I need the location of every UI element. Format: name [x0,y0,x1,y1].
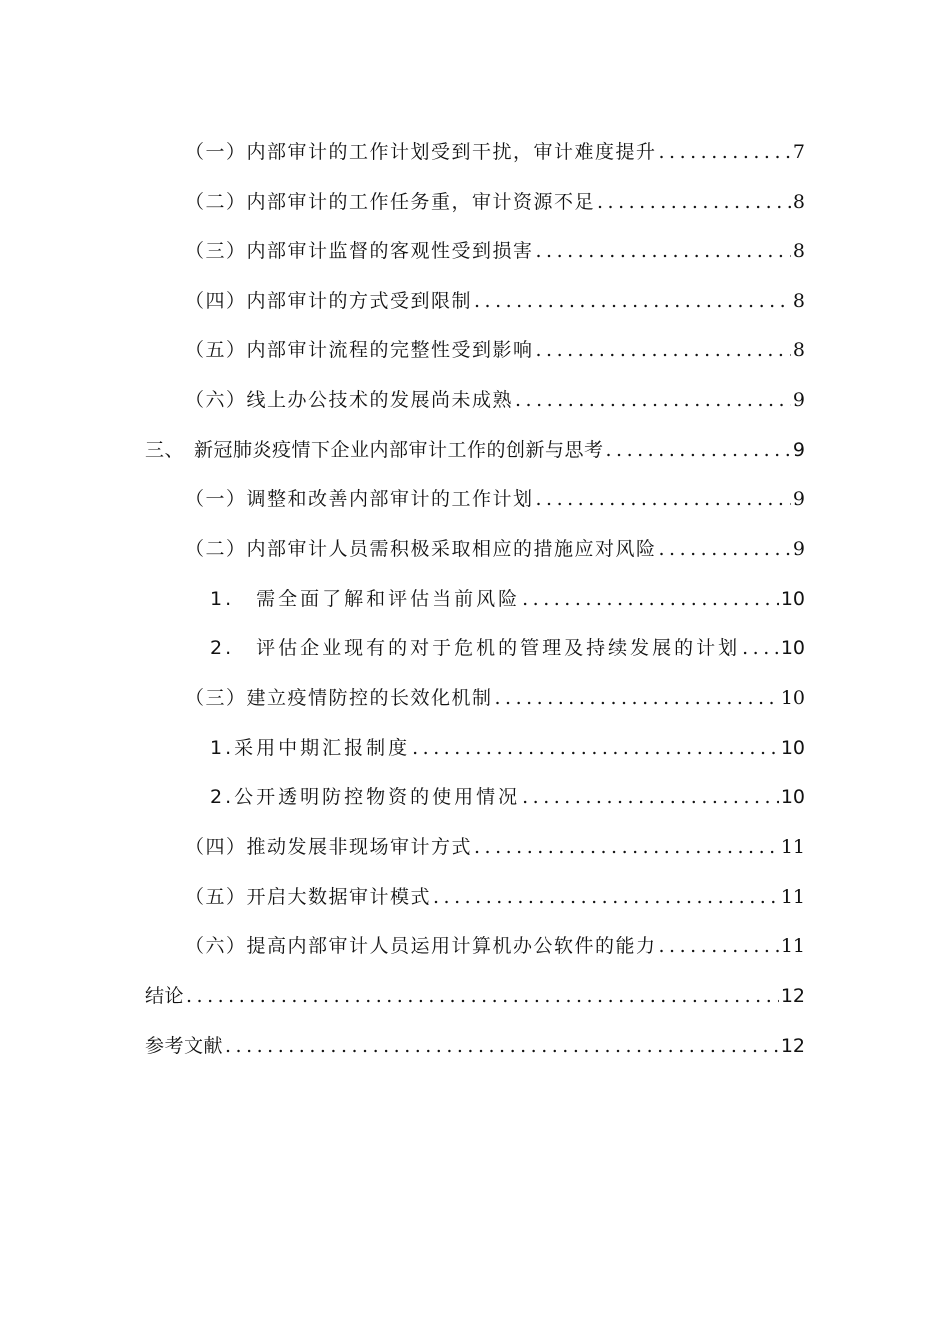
toc-entry-label: 1.采用中期汇报制度 [210,737,411,759]
toc-entry-label: 2.公开透明防控物资的使用情况 [210,786,521,808]
toc-entry-page: 8 [792,339,805,361]
toc-entry[interactable] [185,385,805,415]
toc-entry-label: （四）内部审计的方式受到限制 [185,290,473,312]
toc-entry-label: （五）开启大数据审计模式 [185,886,432,908]
toc-entry[interactable] [185,683,805,713]
toc-entry[interactable] [185,832,805,862]
toc-entry-page: 8 [792,290,805,312]
toc-entry[interactable] [185,236,805,266]
toc-entry-page: 11 [780,935,805,957]
dot-leader [522,584,779,614]
toc-entry-page: 9 [792,488,805,510]
toc-entry-label: （一）内部审计的工作计划受到干扰，审计难度提升 [185,141,657,163]
dot-leader [474,832,779,862]
dot-leader [433,882,779,912]
toc-entry-page: 9 [792,538,805,560]
dot-leader [515,385,791,415]
toc-entry[interactable] [185,335,805,365]
toc-entry-page: 10 [780,588,805,610]
dot-leader [606,435,791,465]
toc-item-entry[interactable] [210,733,805,763]
toc-entry-page: 10 [780,786,805,808]
dot-leader [186,981,779,1011]
toc-entry-page: 11 [780,886,805,908]
toc-entry-page: 10 [780,637,805,659]
toc-chapter-entry[interactable] [145,981,805,1011]
toc-entry[interactable] [185,931,805,961]
dot-leader [659,931,779,961]
dot-leader [412,733,779,763]
toc-entry-page: 7 [792,141,805,163]
toc-entry-label: 三、 新冠肺炎疫情下企业内部审计工作的创新与思考 [145,439,604,461]
toc-entry-page: 9 [792,439,805,461]
dot-leader [522,782,779,812]
toc-entry-label: （六）线上办公技术的发展尚未成熟 [185,389,514,411]
toc-entry-page: 8 [792,240,805,262]
toc-item-entry[interactable] [210,633,805,663]
dot-leader [659,534,791,564]
dot-leader [597,187,791,217]
toc-entry-label: 结论 [145,985,185,1007]
toc-entry-label: 1. 需全面了解和评估当前风险 [210,588,521,610]
toc-entry[interactable] [185,187,805,217]
toc-entry-page: 11 [780,836,805,858]
dot-leader [536,484,791,514]
dot-leader [536,335,791,365]
toc-entry[interactable] [185,534,805,564]
toc-entry-label: （三）内部审计监督的客观性受到损害 [185,240,534,262]
dot-leader [659,137,791,167]
toc-entry[interactable] [185,137,805,167]
dot-leader [536,236,791,266]
toc-entry[interactable] [185,882,805,912]
dot-leader [742,633,779,663]
dot-leader [495,683,779,713]
toc-chapter-entry[interactable] [145,435,805,465]
toc-entry-label: （四）推动发展非现场审计方式 [185,836,473,858]
dot-leader [474,286,791,316]
toc-entry-label: 2. 评估企业现有的对于危机的管理及持续发展的计划 [210,637,741,659]
toc-entry-page: 12 [780,985,805,1007]
toc-entry[interactable] [185,286,805,316]
toc-item-entry[interactable] [210,584,805,614]
toc-entry-label: （五）内部审计流程的完整性受到影响 [185,339,534,361]
toc-entry-label: 参考文献 [145,1035,224,1057]
dot-leader [225,1031,779,1061]
toc-chapter-entry[interactable] [145,1031,805,1061]
toc-entry-label: （三）建立疫情防控的长效化机制 [185,687,493,709]
toc-entry-label: （一）调整和改善内部审计的工作计划 [185,488,534,510]
toc-entry-page: 8 [792,191,805,213]
toc-item-entry[interactable] [210,782,805,812]
toc-entry-page: 9 [792,389,805,411]
toc-entry-page: 10 [780,737,805,759]
toc-entry-label: （六）提高内部审计人员运用计算机办公软件的能力 [185,935,657,957]
toc-entry-label: （二）内部审计的工作任务重，审计资源不足 [185,191,596,213]
toc-entry-page: 12 [780,1035,805,1057]
toc-entry-page: 10 [780,687,805,709]
toc-entry-label: （二）内部审计人员需积极采取相应的措施应对风险 [185,538,657,560]
toc-entry[interactable] [185,484,805,514]
